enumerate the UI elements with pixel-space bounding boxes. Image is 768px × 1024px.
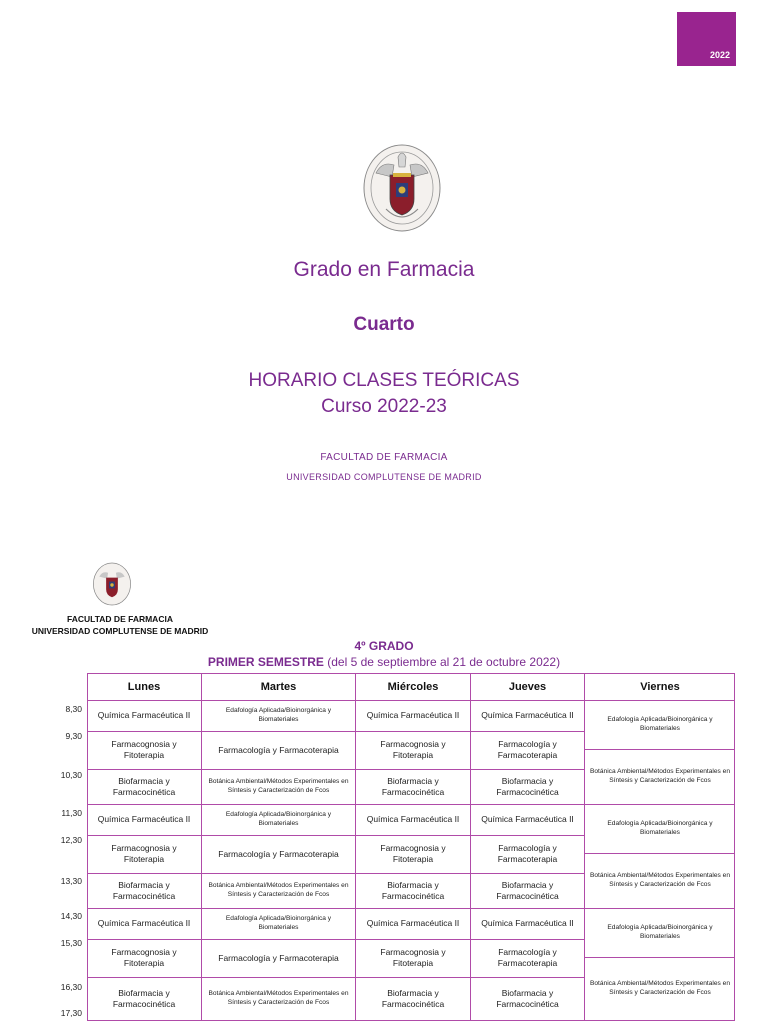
class-cell: Química Farmacéutica II: [471, 700, 585, 731]
class-cell: Farmacología y Farmacoterapia: [471, 731, 585, 769]
class-cell: Farmacognosia y Fitoterapia: [87, 835, 202, 873]
schedule-title: HORARIO CLASES TEÓRICAS: [248, 370, 520, 391]
class-cell: Biofarmacia y Farmacocinética: [87, 873, 202, 908]
small-seal-icon: [92, 562, 132, 606]
time-label: 9,30: [65, 731, 82, 741]
time-label: 8,30: [65, 704, 82, 714]
day-header-lunes: Lunes: [87, 673, 202, 700]
time-label: 17,30: [60, 1008, 82, 1018]
class-cell: Farmacognosia y Fitoterapia: [356, 939, 471, 977]
class-cell: Botánica Ambiental/Métodos Experimentales en Síntesis y Caracterización de Fcos: [202, 769, 356, 804]
class-cell: Química Farmacéutica II: [471, 908, 585, 939]
class-cell: Farmacología y Farmacoterapia: [202, 731, 356, 769]
class-cell: Biofarmacia y Farmacocinética: [356, 769, 471, 804]
class-cell: Biofarmacia y Farmacocinética: [356, 873, 471, 908]
class-cell: Biofarmacia y Farmacocinética: [471, 769, 585, 804]
class-cell: Farmacología y Farmacoterapia: [471, 939, 585, 977]
class-cell: Química Farmacéutica II: [471, 804, 585, 835]
time-label: 11,30: [61, 808, 82, 818]
class-cell: Farmacognosia y Fitoterapia: [356, 731, 471, 769]
class-cell: Farmacología y Farmacoterapia: [202, 939, 356, 977]
class-cell: Edafología Aplicada/Bioinorgánica y Biomateriales: [202, 804, 356, 835]
day-header-jueves: Jueves: [471, 673, 585, 700]
time-label: 13,30: [60, 876, 82, 886]
class-cell: Botánica Ambiental/Métodos Experimentales en Síntesis y Caracterización de Fcos: [589, 871, 730, 888]
class-cell: Botánica Ambiental/Métodos Experimentales en Síntesis y Caracterización de Fcos: [202, 873, 356, 908]
class-cell: Química Farmacéutica II: [356, 804, 471, 835]
semester-line: [0, 655, 768, 669]
class-cell: Edafología Aplicada/Bioinorgánica y Biomateriales: [607, 923, 713, 940]
time-label: 16,30: [60, 982, 82, 992]
day-header-miercoles: Miércoles: [356, 673, 471, 700]
class-cell: Edafología Aplicada/Bioinorgánica y Biomateriales: [202, 908, 356, 939]
schedule-table: [87, 673, 735, 1021]
class-cell: Farmacognosia y Fitoterapia: [87, 731, 202, 769]
course-level: Cuarto: [353, 314, 415, 335]
year-badge: [677, 12, 736, 66]
header-university: UNIVERSIDAD COMPLUTENSE DE MADRID: [31, 626, 209, 636]
faculty-line: FACULTAD DE FARMACIA: [320, 452, 448, 463]
header-faculty: FACULTAD DE FARMACIA: [67, 614, 173, 624]
class-cell: Botánica Ambiental/Métodos Experimentales en Síntesis y Caracterización de Fcos: [202, 977, 356, 1021]
year-badge-text: 2022: [709, 50, 730, 60]
time-label: 10,30: [60, 770, 82, 780]
class-cell: Biofarmacia y Farmacocinética: [471, 873, 585, 908]
class-cell: Edafología Aplicada/Bioinorgánica y Biomateriales: [607, 715, 713, 732]
class-cell: Farmacognosia y Fitoterapia: [87, 939, 202, 977]
time-label: 15,30: [60, 938, 82, 948]
class-cell: Farmacología y Farmacoterapia: [471, 835, 585, 873]
time-label: 14,30: [60, 911, 82, 921]
class-cell: Química Farmacéutica II: [87, 908, 202, 939]
class-cell: Química Farmacéutica II: [87, 700, 202, 731]
class-cell: Biofarmacia y Farmacocinética: [356, 977, 471, 1021]
time-label: 12,30: [60, 835, 82, 845]
semester-label: PRIMER SEMESTRE: [207, 655, 324, 669]
class-cell: Química Farmacéutica II: [356, 908, 471, 939]
day-header-viernes: Viernes: [640, 680, 680, 693]
grade-title: 4º GRADO: [354, 639, 414, 653]
university-line: UNIVERSIDAD COMPLUTENSE DE MADRID: [286, 472, 482, 482]
class-cell: Biofarmacia y Farmacocinética: [87, 769, 202, 804]
class-cell: Química Farmacéutica II: [356, 700, 471, 731]
class-cell: Edafología Aplicada/Bioinorgánica y Biomateriales: [202, 700, 356, 731]
class-cell: Botánica Ambiental/Métodos Experimentales en Síntesis y Caracterización de Fcos: [589, 980, 730, 996]
course-year: Curso 2022-23: [321, 396, 447, 417]
class-cell: Química Farmacéutica II: [87, 804, 202, 835]
class-cell: Biofarmacia y Farmacocinética: [471, 977, 585, 1021]
university-seal-icon: [362, 143, 442, 233]
day-header-martes: Martes: [202, 673, 356, 700]
degree-title: Grado en Farmacia: [293, 258, 475, 281]
class-cell: Farmacología y Farmacoterapia: [202, 835, 356, 873]
class-cell: Biofarmacia y Farmacocinética: [87, 977, 202, 1021]
class-cell: Farmacognosia y Fitoterapia: [356, 835, 471, 873]
class-cell: Botánica Ambiental/Métodos Experimentales en Síntesis y Caracterización de Fcos: [589, 767, 730, 784]
class-cell: Edafología Aplicada/Bioinorgánica y Biomateriales: [607, 819, 713, 836]
semester-dates: (del 5 de septiembre al 21 de octubre 2022): [327, 655, 561, 669]
